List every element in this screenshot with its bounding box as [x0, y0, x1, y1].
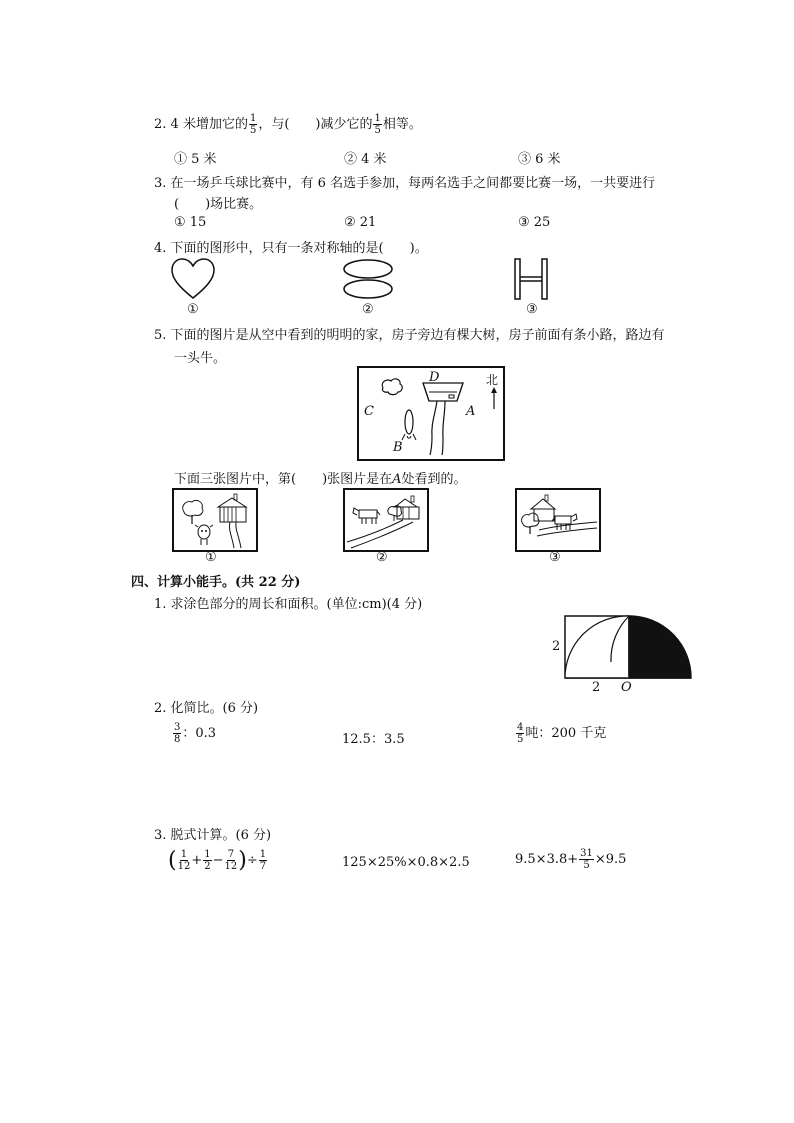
q5-line1: 5. 下面的图片是从空中看到的明明的家，房子旁边有棵大树，房子前面有条小路，路边有 [154, 328, 665, 343]
figure-bottom-label: 2 [592, 680, 601, 695]
shaded-region-figure [563, 614, 693, 680]
fraction: $\frac{31}{5}$ [580, 848, 593, 871]
ratio-2: 12.5：3.5 [342, 732, 405, 747]
cow-side-icon [353, 508, 380, 524]
house-icon [531, 495, 555, 521]
double-ellipse-shape-icon[interactable] [342, 258, 394, 300]
expression-3: 9.5×3.8+ $\frac{31}{5}$ ×9.5 [515, 848, 627, 871]
tree-icon [183, 500, 203, 524]
q3-number: 3. [154, 176, 167, 191]
view-label-1: ① [205, 550, 217, 565]
expression-1: ( $\frac{1}{12}$ + $\frac{1}{2}$ − $\frac{7}{12}$ )÷ $\frac{1}{7}$ [168, 848, 267, 873]
fraction: $\frac{1}{12}$ [177, 849, 191, 872]
view-2-drawing [345, 490, 427, 550]
q3-text: 在一场乒乓球比赛中，有 6 名选手参加，每两名选手之间都要比赛一场，一共要进行 [170, 176, 656, 191]
fraction: $\frac{3}{8}$ [174, 722, 181, 745]
tree-top-view-icon [382, 379, 402, 395]
q2-option-1[interactable]: ① 5 米 [174, 152, 217, 167]
view-picture-3[interactable] [515, 488, 601, 552]
map-label-d: D [429, 370, 440, 385]
fraction: $\frac{4}{5}$ [517, 722, 524, 745]
q3-line1 [154, 172, 655, 191]
heart-shape-icon[interactable] [170, 258, 216, 300]
view-1-drawing [174, 490, 256, 550]
view-label-2: ② [376, 550, 388, 565]
q4-number: 4. [154, 241, 167, 256]
q3-line2: ( )场比赛。 [174, 197, 263, 212]
ratio-1: $\frac{3}{8}$ ：0.3 [174, 722, 217, 745]
tree-icon [522, 513, 539, 534]
view-picture-2[interactable] [343, 488, 429, 552]
q2-option-3[interactable]: ③ 6 米 [518, 152, 561, 167]
q3-option-1[interactable]: ① 15 [174, 215, 207, 230]
north-arrow-icon [490, 387, 498, 409]
view-picture-1[interactable] [172, 488, 258, 552]
calc-1-text: 1. 求涂色部分的周长和面积。(单位:cm)(4 分) [154, 597, 423, 612]
figure-origin-label: O [621, 680, 632, 695]
q2-part1: 4 米增加它的 [170, 117, 248, 132]
q4-label-3: ③ [526, 302, 538, 317]
q3-option-3[interactable]: ③ 25 [518, 215, 551, 230]
fraction: $\frac{1}{7}$ [259, 849, 267, 872]
view-label-3: ③ [549, 550, 561, 565]
q2-text [154, 113, 422, 136]
cow-top-view-icon [402, 410, 416, 440]
q2-part2: ，与( [258, 117, 290, 132]
q2-option-2[interactable]: ② 4 米 [344, 152, 387, 167]
road-path [347, 520, 413, 548]
path-road [430, 401, 445, 455]
q4-text: 4. 下面的图形中，只有一条对称轴的是( )。 [154, 241, 428, 256]
road-path [229, 522, 241, 548]
cow-front-icon [195, 525, 213, 545]
q2-part4: 相等。 [382, 117, 422, 132]
fraction: $\frac{7}{12}$ [224, 849, 238, 872]
q5-line2: 一头牛。 [174, 351, 227, 366]
house-roof-top-view-icon [423, 383, 463, 401]
q3-option-2[interactable]: ② 21 [344, 215, 377, 230]
expression-2: 125×25%×0.8×2.5 [342, 855, 470, 870]
map-label-a: A [466, 404, 476, 419]
q4-label-1: ① [187, 302, 199, 317]
q2-part3: )减少它的 [315, 117, 373, 132]
q4-label-2: ② [362, 302, 374, 317]
q5-number: 5. [154, 328, 167, 343]
view-3-drawing [517, 490, 599, 550]
fraction: $\frac{1}{5}$ [374, 113, 381, 136]
q2-number: 2. [154, 117, 167, 132]
ratio-3: $\frac{4}{5}$ 吨：200 千克 [517, 722, 607, 745]
map-label-b: B [393, 440, 403, 455]
map-north-label: 北 [486, 373, 499, 387]
section-4-title: 四、计算小能手。(共 22 分) [131, 575, 301, 590]
h-shape-icon[interactable] [512, 258, 552, 300]
figure-side-label: 2 [552, 639, 561, 654]
house-icon [218, 494, 246, 522]
fraction: $\frac{1}{2}$ [204, 849, 211, 872]
map-label-c: C [364, 404, 374, 419]
calc-2-text: 2. 化简比。(6 分) [154, 701, 259, 716]
fraction: $\frac{1}{5}$ [249, 113, 257, 136]
calc-3-text: 3. 脱式计算。(6 分) [154, 828, 272, 843]
q5-ask: 下面三张图片中，第( )张图片是在A处看到的。 [174, 472, 467, 487]
cow-side-icon [552, 514, 577, 530]
